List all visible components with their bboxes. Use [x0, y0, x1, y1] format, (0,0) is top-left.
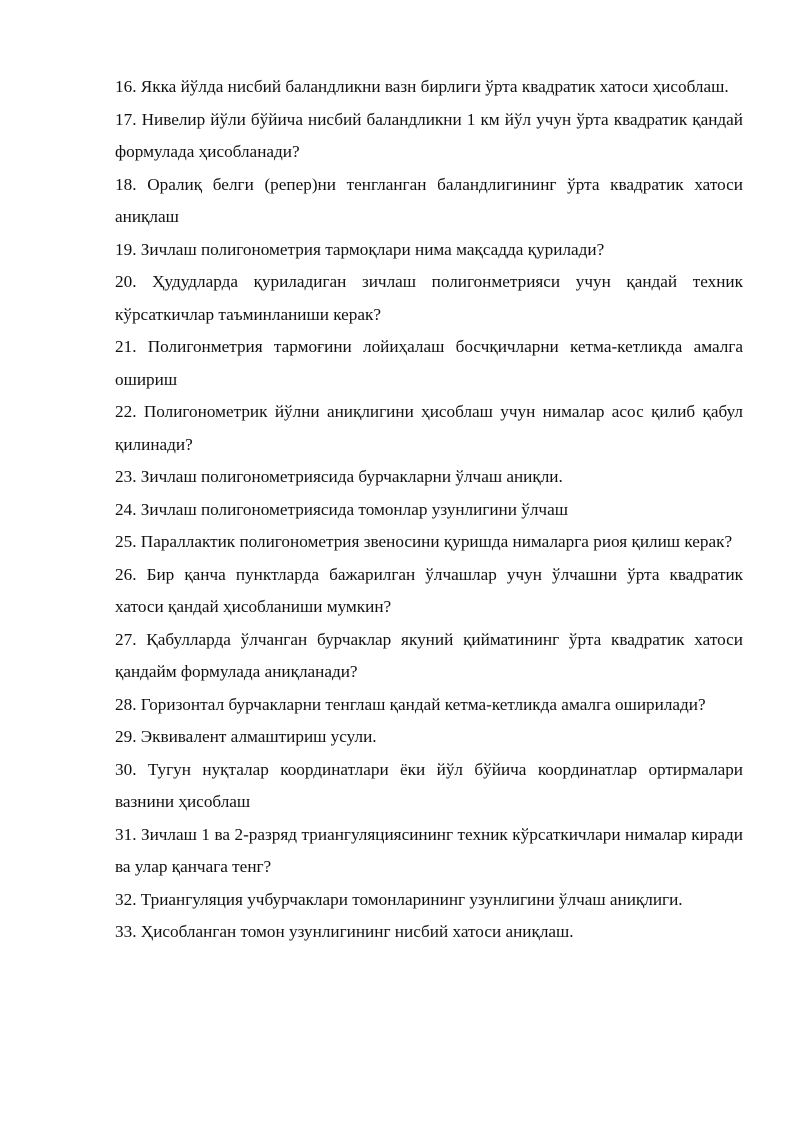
item-text: Қабулларда ўлчанган бурчаклар якуний қийматининг ўрта квадратик хатоси қандайм формулада аниқланади?	[115, 629, 743, 681]
item-text: Тугун нуқталар координатлари ёки йўл бўйича координатлар ортирмалари вазнини ҳисоблаш	[115, 759, 743, 811]
item-number: 29.	[115, 727, 137, 746]
item-text: Полигонометрик йўлни аниқлигини ҳисоблаш учун нималар асос қилиб қабул қилинади?	[115, 402, 743, 454]
list-item	[115, 884, 743, 917]
item-text: Зичлаш полигонометрия тармоқлари нима мақсадда қурилади?	[140, 239, 605, 259]
item-number: 22.	[115, 402, 137, 421]
item-text: Оралиқ белги (репер)ни тенгланган баландлигининг ўрта квадратик хатоси аниқлаш	[115, 174, 743, 226]
item-number: 33.	[115, 922, 137, 941]
item-number: 23.	[115, 467, 137, 486]
list-item	[115, 234, 743, 267]
list-item	[115, 396, 743, 461]
item-number: 20.	[115, 272, 137, 291]
list-item	[115, 689, 743, 722]
item-text: Ҳудудларда қуриладиган зичлаш полигонметрияси учун қандай техник кўрсаткичлар таъминланиши керак?	[115, 272, 743, 324]
list-item	[115, 624, 743, 689]
document-page	[115, 71, 743, 949]
list-item	[115, 721, 743, 754]
item-number: 24.	[115, 499, 137, 519]
list-item	[115, 104, 743, 169]
item-text: Эквивалент алмаштириш усули.	[140, 727, 377, 746]
item-text: Горизонтал бурчакларни тенглаш қандай кетма-кетликда амалга оширилади?	[140, 694, 706, 714]
item-text: Зичлаш 1 ва 2-разряд триангуляциясининг техник кўрсаткичлари нималар киради ва улар қанчага тенг?	[115, 824, 743, 876]
list-item	[115, 916, 743, 949]
list-item	[115, 559, 743, 624]
item-number: 28.	[115, 694, 137, 714]
list-item	[115, 819, 743, 884]
list-item	[115, 331, 743, 396]
item-number: 16.	[115, 77, 137, 96]
list-item	[115, 169, 743, 234]
item-number: 25.	[115, 532, 137, 551]
item-text: Ҳисобланган томон узунлигининг нисбий хатоси аниқлаш.	[140, 922, 574, 941]
item-number: 21.	[115, 337, 137, 356]
list-item	[115, 754, 743, 819]
list-item	[115, 71, 743, 104]
item-text: Бир қанча пунктларда бажарилган ўлчашлар учун ўлчашни ўрта квадратик хатоси қандай ҳисобланиши мумкин?	[115, 564, 744, 616]
item-text: Триангуляция учбурчаклари томонларининг узунлигини ўлчаш аниқлиги.	[140, 889, 683, 909]
item-text: Параллактик полигонометрия звеносини қуришда нималарга риоя қилиш керак?	[140, 532, 733, 551]
item-text: Нивелир йўли бўйича нисбий баландликни 1 км йўл учун ўрта квадратик қандай формулада ҳисобланади?	[115, 109, 744, 161]
item-text: Полигонметрия тармоғини лойиҳалаш босчқичларни кетма-кетликда амалга ошириш	[115, 337, 743, 389]
item-text: Якка йўлда нисбий баландликни вазн бирлиги ўрта квадратик хатоси ҳисоблаш.	[140, 77, 729, 96]
item-number: 18.	[115, 174, 137, 194]
item-number: 17.	[115, 109, 137, 129]
list-item	[115, 461, 743, 494]
item-text: Зичлаш полигонометриясида томонлар узунлигини ўлчаш	[140, 499, 568, 519]
item-number: 32.	[115, 889, 137, 909]
item-number: 27.	[115, 629, 137, 649]
item-number: 19.	[115, 239, 137, 259]
list-item	[115, 526, 743, 559]
list-item	[115, 266, 743, 331]
item-text: Зичлаш полигонометриясида бурчакларни ўлчаш аниқли.	[140, 467, 563, 486]
item-number: 31.	[115, 824, 137, 844]
item-number: 26.	[115, 564, 137, 584]
list-item	[115, 494, 743, 527]
item-number: 30.	[115, 759, 137, 779]
